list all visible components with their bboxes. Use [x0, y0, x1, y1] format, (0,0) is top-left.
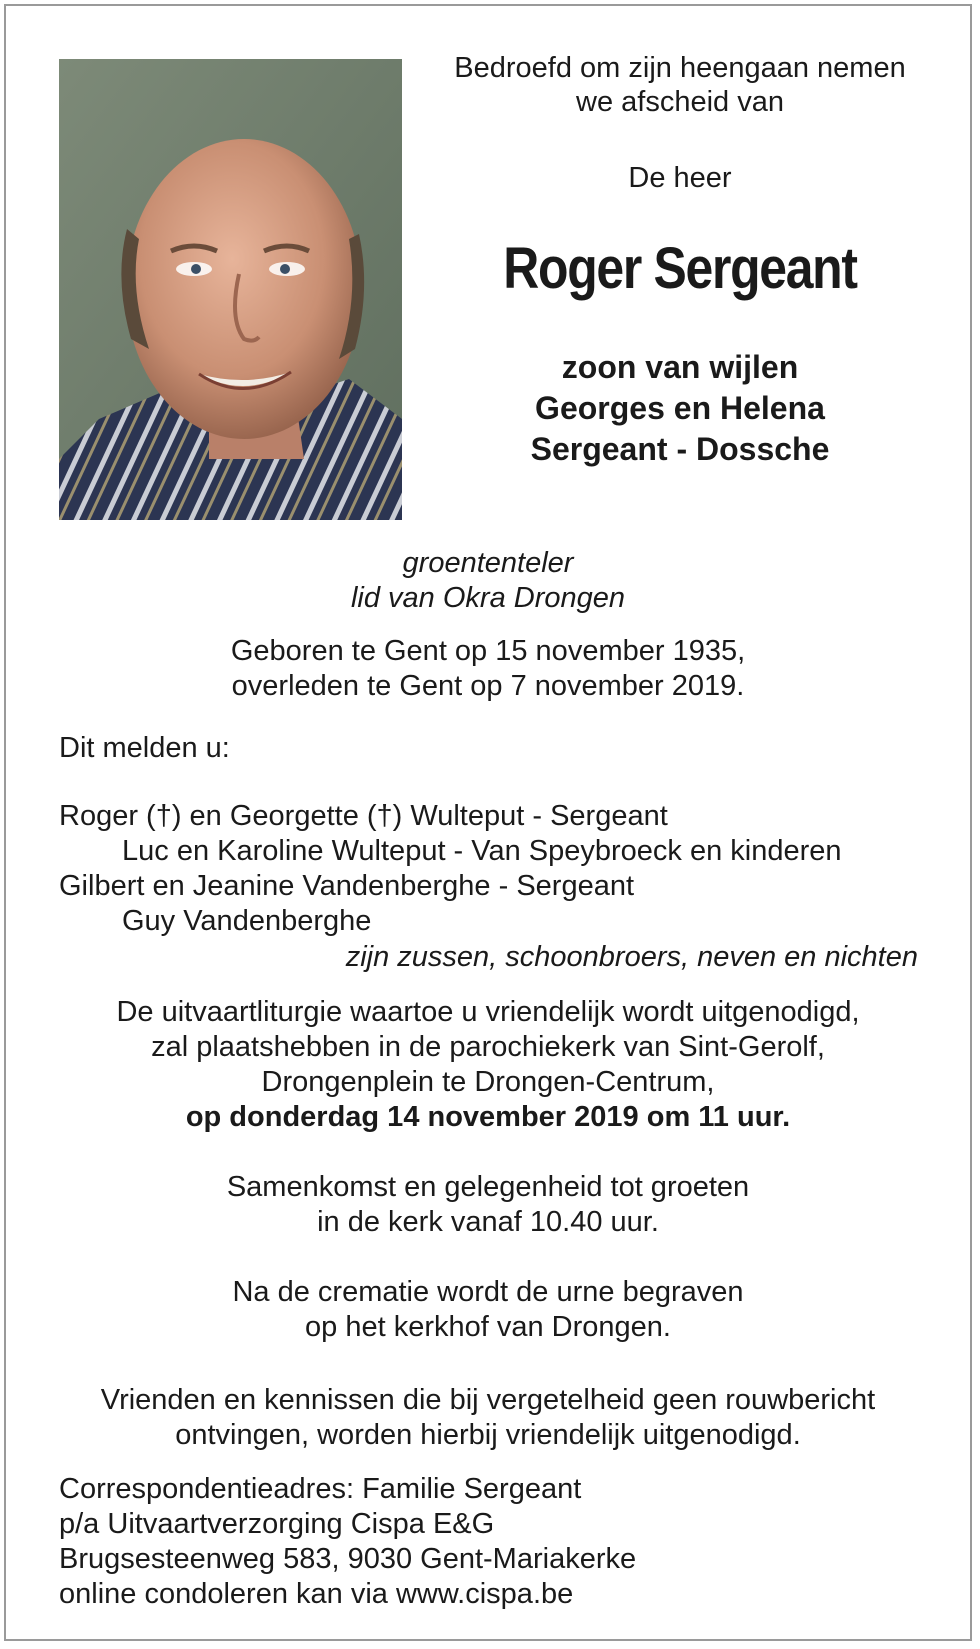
burial-line-1: Na de crematie wordt de urne begraven — [232, 1276, 744, 1308]
parents-line-1: zoon van wijlen — [561, 349, 799, 385]
burial-line-2: op het kerkhof van Drongen. — [305, 1311, 671, 1343]
funeral-line-2: zal plaatshebben in de parochiekerk van Sint-Gerolf, — [151, 1031, 825, 1063]
invitation-line-2: ontvingen, worden hierbij vriendelijk uitgenodigd. — [175, 1419, 801, 1451]
parents-line-3: Sergeant - Dossche — [530, 431, 830, 467]
correspondence-line-1: Correspondentieadres: Familie Sergeant — [59, 1473, 582, 1505]
intro-line-2: we afscheid van — [576, 86, 784, 118]
gathering-line-2: in de kerk vanaf 10.40 uur. — [317, 1206, 659, 1238]
membership: lid van Okra Drongen — [350, 582, 626, 614]
funeral-date: op donderdag 14 november 2019 om 11 uur. — [185, 1101, 791, 1133]
correspondence-line-4: online condoleren kan via www.cispa.be — [59, 1578, 574, 1610]
birth-line: Geboren te Gent op 15 november 1935, — [230, 635, 746, 667]
intro-line-1: Bedroefd om zijn heengaan nemen — [454, 52, 906, 84]
funeral-line-3: Drongenplein te Drongen-Centrum, — [261, 1066, 715, 1098]
parents-line-2: Georges en Helena — [535, 390, 825, 426]
funeral-line-1: De uitvaartliturgie waartoe u vriendelijk wordt uitgenodigd, — [116, 996, 860, 1028]
relatives-line: zijn zussen, schoonbroers, neven en nichten — [345, 941, 918, 973]
correspondence-line-2: p/a Uitvaartverzorging Cispa E&G — [59, 1508, 495, 1540]
portrait-photo — [59, 59, 402, 520]
correspondence-line-3: Brugsesteenweg 583, 9030 Gent-Mariakerke — [59, 1543, 637, 1575]
occupation: groententeler — [402, 547, 574, 579]
family-intro: Dit melden u: — [59, 732, 230, 764]
gathering-line-1: Samenkomst en gelegenheid tot groeten — [226, 1171, 750, 1203]
family-member: Luc en Karoline Wulteput - Van Speybroeck en kinderen — [122, 835, 842, 867]
invitation-line-1: Vrienden en kennissen die bij vergetelheid geen rouwbericht — [100, 1384, 876, 1416]
family-member: Gilbert en Jeanine Vandenberghe - Sergeant — [59, 870, 635, 902]
salutation: De heer — [628, 162, 732, 194]
deceased-name: Roger Sergeant — [503, 236, 857, 301]
family-member: Roger (†) en Georgette (†) Wulteput - Sergeant — [59, 800, 668, 832]
portrait-illustration — [59, 59, 402, 520]
death-line: overleden te Gent op 7 november 2019. — [231, 670, 745, 702]
family-member: Guy Vandenberghe — [122, 905, 372, 937]
